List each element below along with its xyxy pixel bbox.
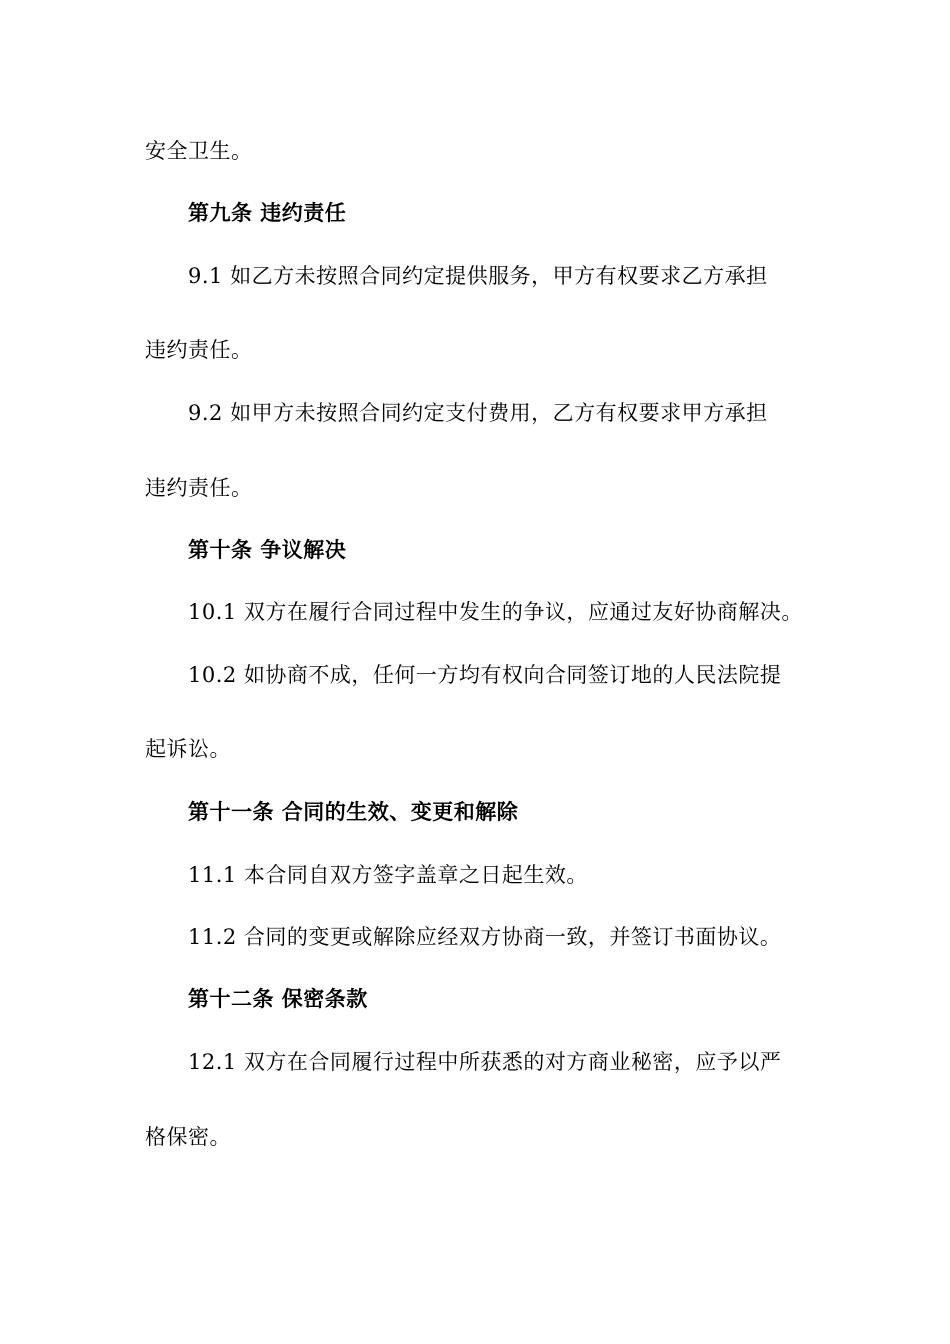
clause-11-1: 11.1 本合同自双方签字盖章之日起生效。 <box>188 863 588 887</box>
clause-9-2-continuation: 违约责任。 <box>145 476 253 500</box>
clause-10-2: 10.2 如协商不成，任何一方均有权向合同签订地的人民法院提 <box>188 663 782 687</box>
clause-10-1: 10.1 双方在履行合同过程中发生的争议，应通过友好协商解决。 <box>188 600 803 624</box>
clause-9-1: 9.1 如乙方未按照合同约定提供服务，甲方有权要求乙方承担 <box>188 264 768 288</box>
clause-12-1: 12.1 双方在合同履行过程中所获悉的对方商业秘密，应予以严 <box>188 1050 782 1074</box>
section-heading-article-12: 第十二条 保密条款 <box>188 987 368 1011</box>
clause-10-2-continuation: 起诉讼。 <box>145 737 231 761</box>
clause-12-1-continuation: 格保密。 <box>145 1125 231 1149</box>
clause-11-2: 11.2 合同的变更或解除应经双方协商一致，并签订书面协议。 <box>188 925 782 949</box>
clause-9-2: 9.2 如甲方未按照合同约定支付费用，乙方有权要求甲方承担 <box>188 401 768 425</box>
section-heading-article-9: 第九条 违约责任 <box>188 201 347 225</box>
section-heading-article-11: 第十一条 合同的生效、变更和解除 <box>188 800 519 824</box>
section-heading-article-10: 第十条 争议解决 <box>188 538 347 562</box>
paragraph-continuation: 安全卫生。 <box>145 139 253 163</box>
clause-9-1-continuation: 违约责任。 <box>145 338 253 362</box>
